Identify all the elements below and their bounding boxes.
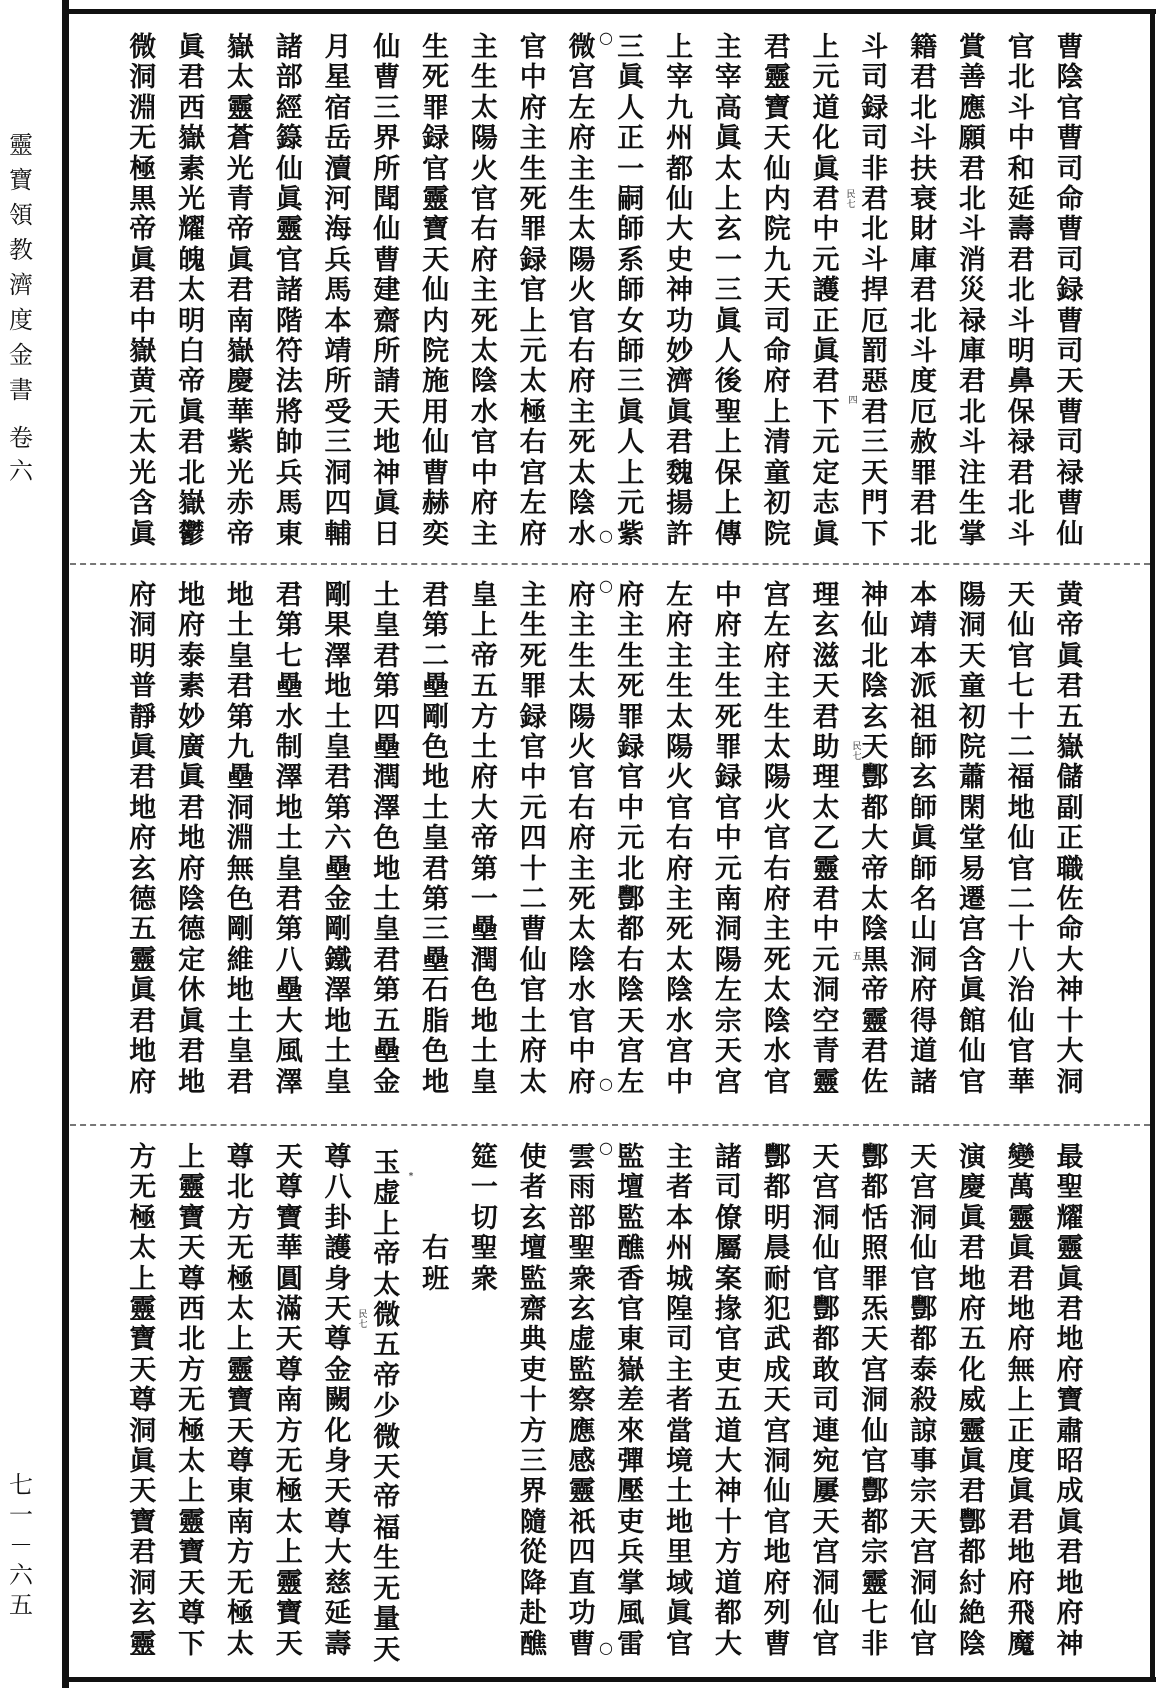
- text-column: 土皇君第四壘潤澤色地土皇君第五壘金: [373, 580, 401, 1098]
- text-column: 地土皇君第九壘洞淵無色剛維地土皇君: [226, 580, 254, 1098]
- text-column: 天宫洞仙官酆都泰殺諒事宗天宫洞仙官: [910, 1142, 938, 1660]
- text-column: 地府泰素妙廣眞君地府陰德定休眞君地: [178, 580, 206, 1098]
- text-column: 月星宿岳瀆河海兵馬本靖所受三洞四輔: [324, 32, 352, 550]
- text-column: 天宫洞仙官酆都敢司連宛屢天宫洞仙官: [812, 1142, 840, 1660]
- circle-marker: ○: [599, 1638, 613, 1657]
- text-column: 主者本州城隍司主者當境土地里域眞官: [666, 1142, 694, 1660]
- text-column: 尊北方无極太上靈寶天尊東南方无極太: [226, 1142, 254, 1660]
- text-column: 微洞淵无極黒帝眞君中嶽黄元太光含眞: [129, 32, 157, 550]
- circle-marker: ○: [599, 28, 613, 47]
- text-column: 中府主生死罪録官中元南洞陽左宗天宫: [714, 580, 742, 1098]
- text-column: 陽洞天童初院蕭閑堂易遷宫含眞館仙官: [958, 580, 986, 1098]
- text-column: 使者玄壇監齋典吏十方三界隨從降赴醮: [519, 1142, 547, 1660]
- text-column: 左府主生太陽火官右府主死太陰水宫中: [666, 580, 694, 1098]
- text-column: 宫左府主生太陽火官右府主死太陰水官: [763, 580, 791, 1098]
- text-column: 理玄滋天君助理太乙靈君中元洞空青靈: [812, 580, 840, 1098]
- text-column: 剛果澤地土皇君第六壘金剛鐵澤地土皇: [324, 580, 352, 1098]
- text-column: 諸部經籙仙眞靈官諸階符法將帥兵馬東: [275, 32, 303, 550]
- text-column: 上元道化眞君中元護正眞君下元定志眞: [812, 32, 840, 550]
- text-column: 玉虚上帝太微五帝少微天帝福生无量天: [373, 1148, 401, 1666]
- text-column: 監壇監醮香官東嶽差來彈壓吏兵掌風雷: [617, 1142, 645, 1660]
- text-column: 斗司録司非君北斗捍厄罰惡君三天門下: [861, 32, 889, 550]
- printer-mark: 民七: [846, 190, 856, 210]
- text-column: 主宰高眞太上玄一三眞人後聖上保上傳: [714, 32, 742, 550]
- text-column: 黄帝眞君五嶽儲副正職佐命大神十大洞: [1056, 580, 1084, 1098]
- book-title: 靈寶領教濟度金書: [9, 131, 33, 404]
- text-column: 酆都恬照罪炁天宫洞仙官酆都宗靈七非: [861, 1142, 889, 1660]
- text-column: 最聖耀靈眞君地府寶肅昭成眞君地府神: [1056, 1142, 1084, 1660]
- page-border-left: [62, 0, 69, 1688]
- volume-label: 卷六: [9, 424, 33, 485]
- page-border-top: [64, 9, 1156, 14]
- page-border-right: [1150, 9, 1155, 1682]
- text-column: 官北斗中和延壽君北斗明鼻保禄君北斗: [1007, 32, 1035, 550]
- text-column: 眞君西嶽素光耀魄太明白帝眞君北嶽鬱: [178, 32, 206, 550]
- printer-mark: 民七: [358, 1310, 368, 1330]
- text-column: 尊八卦護身天尊金闕化身天尊大慈延壽: [324, 1142, 352, 1660]
- text-column: 官中府主生死罪録官上元太極右宫左府: [519, 32, 547, 550]
- register-divider: [70, 563, 1150, 565]
- text-column: 演慶眞君地府五化威靈眞君酆都紂絶陰: [958, 1142, 986, 1660]
- circle-marker: ○: [599, 1074, 613, 1093]
- text-column: 筵一切聖衆: [470, 1142, 498, 1295]
- circle-marker: ○: [599, 526, 613, 545]
- text-column: 君第二壘剛色地土皇君第三壘石脂色地: [422, 580, 450, 1098]
- text-column: 府主生死罪録官中元北酆都右陰天宫左: [617, 580, 645, 1098]
- text-column: 皇上帝五方土府大帝第一壘潤色地土皇: [470, 580, 498, 1098]
- text-column: 天仙官七十二福地仙官二十八治仙官華: [1007, 580, 1035, 1098]
- text-column: 神仙北陰玄天酆都大帝太陰黒帝靈君佐: [861, 580, 889, 1098]
- text-column: 曹陰官曹司命曹司録曹司天曹司禄曹仙: [1056, 32, 1084, 550]
- circle-marker: ○: [599, 1138, 613, 1157]
- text-column: 上靈寶天尊西北方无極太上靈寶天尊下: [178, 1142, 206, 1660]
- printer-mark: 民七: [852, 742, 862, 762]
- text-column: 府主生太陽火官右府主死太陰水官中府: [568, 580, 596, 1098]
- text-column: 君靈寶天仙内院九天司命府上清童初院: [763, 32, 791, 550]
- page-border-bottom: [64, 1677, 1156, 1682]
- text-column: 天尊寶華圓滿天尊南方无極太上靈寶天: [275, 1142, 303, 1660]
- text-column: 方无極太上靈寶天尊洞眞天寶君洞玄靈: [129, 1142, 157, 1660]
- text-column: 籍君北斗扶衰財庫君北斗度厄赦罪君北: [910, 32, 938, 550]
- text-column: 右班: [422, 1233, 450, 1295]
- register-divider: [70, 1124, 1150, 1126]
- text-column: 賞善應願君北斗消災禄庫君北斗注生掌: [958, 32, 986, 550]
- text-column: 雲雨部聖衆玄虚監察應感靈祇四直功曹: [568, 1142, 596, 1660]
- printer-mark: *: [408, 1172, 414, 1182]
- text-column: 諸司僚屬案掾官吏五道大神十方道都大: [714, 1142, 742, 1660]
- circle-marker: ○: [599, 576, 613, 595]
- text-column: 府洞明普靜眞君地府玄德五靈眞君地府: [129, 580, 157, 1098]
- text-column: 主生太陽火官右府主死太陰水官中府主: [470, 32, 498, 550]
- text-column: 上宰九州都仙大史神功妙濟眞君魏揚許: [666, 32, 694, 550]
- text-column: 生死罪録官靈寶天仙内院施用仙曹赫奕: [422, 32, 450, 550]
- text-column: 嶽太靈蒼光青帝眞君南嶽慶華紫光赤帝: [226, 32, 254, 550]
- text-column: 酆都明晨耐犯武成天宫洞仙官地府列曹: [763, 1142, 791, 1660]
- text-column: 變萬靈眞君地府無上正度眞君地府飛魔: [1007, 1142, 1035, 1660]
- text-column: 三眞人正一嗣師系師女師三眞人上元紫: [617, 32, 645, 550]
- printer-mark: 五: [852, 952, 862, 962]
- text-column: 主生死罪録官中元四十二曹仙官土府太: [519, 580, 547, 1098]
- text-column: 本靖本派祖師玄師眞師名山洞府得道諸: [910, 580, 938, 1098]
- printer-mark: 四: [848, 396, 858, 406]
- text-column: 微宫左府主生太陽火官右府主死太陰水: [568, 32, 596, 550]
- text-column: 君第七壘水制澤地土皇君第八壘大風澤: [275, 580, 303, 1098]
- text-column: 仙曹三界所聞仙曹建齋所請天地神眞日: [373, 32, 401, 550]
- page-number: 七一－六五: [9, 1471, 33, 1619]
